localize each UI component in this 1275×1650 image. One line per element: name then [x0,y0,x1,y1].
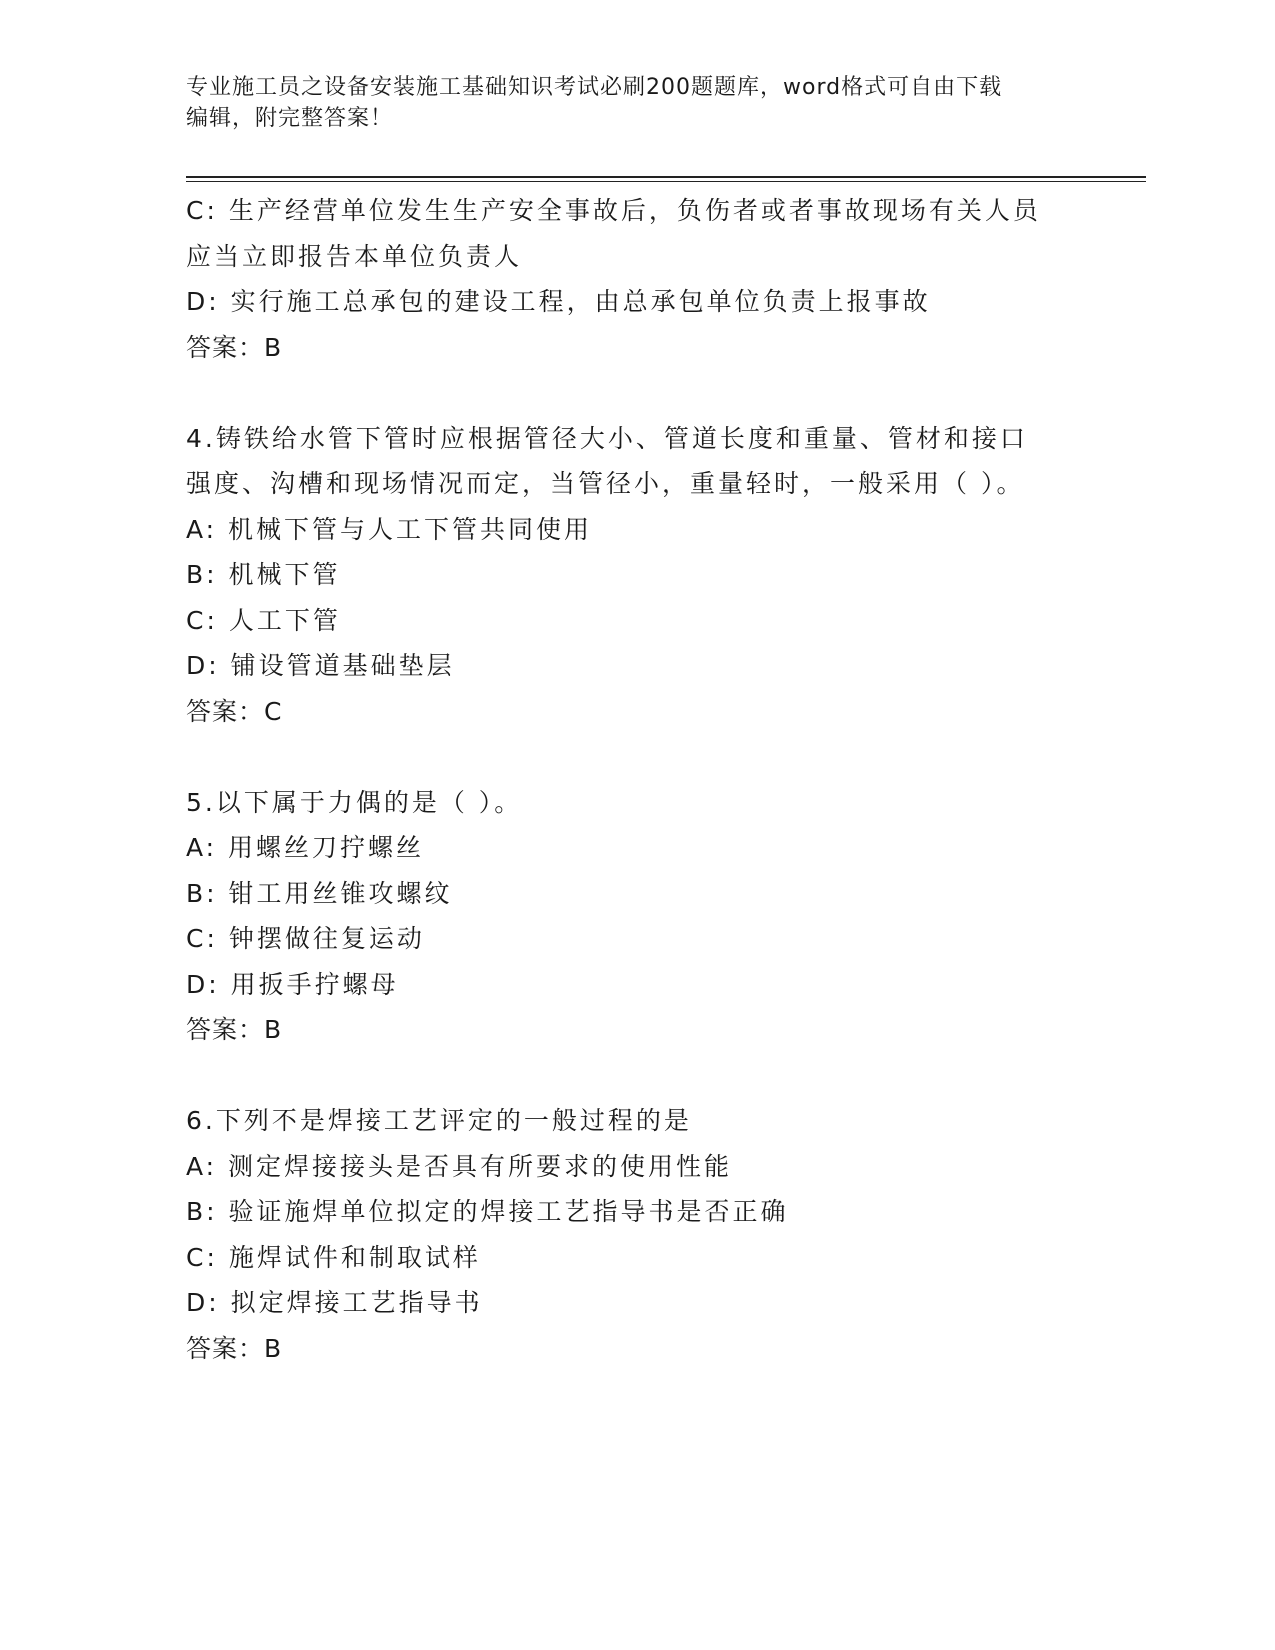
option-c-continued: 应当立即报告本单位负责人 [186,241,523,271]
question-stem: 5.以下属于力偶的是（ ）。 [186,787,523,817]
option-d: D: 拟定焊接工艺指导书 [186,1288,483,1317]
option-c: C: 钟摆做往复运动 [186,924,425,953]
spacer [186,370,1086,416]
answer: 答案：B [186,1015,283,1044]
header-rule-thick [186,176,1146,178]
option-c: C: 人工下管 [186,605,341,635]
spacer [186,1053,1086,1099]
option-b: B: 机械下管 [186,560,341,589]
option-c: C: 施焊试件和制取试样 [186,1242,481,1272]
question-content [186,188,1086,1371]
question-stem-continued: 强度、沟槽和现场情况而定，当管径小，重量轻时，一般采用（ ）。 [186,469,1025,498]
document-header [186,72,1066,134]
option-a: A: 用螺丝刀拧螺丝 [186,833,425,862]
question-5 [186,780,1086,1053]
question-stem: 4.铸铁给水管下管时应根据管径大小、管道长度和重量、管材和接口 [186,423,1028,453]
header-rule-thin [186,181,1146,182]
option-b: B: 验证施焊单位拟定的焊接工艺指导书是否正确 [186,1197,789,1226]
question-stem: 6.下列不是焊接工艺评定的一般过程的是 [186,1106,692,1135]
option-c: C: 生产经营单位发生生产安全事故后，负伤者或者事故现场有关人员 [186,196,1041,225]
question-4 [186,416,1086,735]
option-d: D: 铺设管道基础垫层 [186,651,455,680]
option-d: D: 用扳手拧螺母 [186,969,399,999]
option-d: D: 实行施工总承包的建设工程，由总承包单位负责上报事故 [186,287,931,316]
header-line-2: 编辑，附完整答案！ [186,106,394,131]
header-line-1: 专业施工员之设备安装施工基础知识考试必刷200题题库，word格式可自由下载 [186,75,1003,100]
option-a: A: 机械下管与人工下管共同使用 [186,514,593,544]
option-a: A: 测定焊接接头是否具有所要求的使用性能 [186,1151,733,1181]
spacer [186,734,1086,780]
answer: 答案：C [186,696,283,726]
question-3-tail [186,188,1086,370]
question-6 [186,1098,1086,1371]
answer: 答案：B [186,332,283,362]
answer: 答案：B [186,1333,283,1363]
option-b: B: 钳工用丝锥攻螺纹 [186,878,453,908]
